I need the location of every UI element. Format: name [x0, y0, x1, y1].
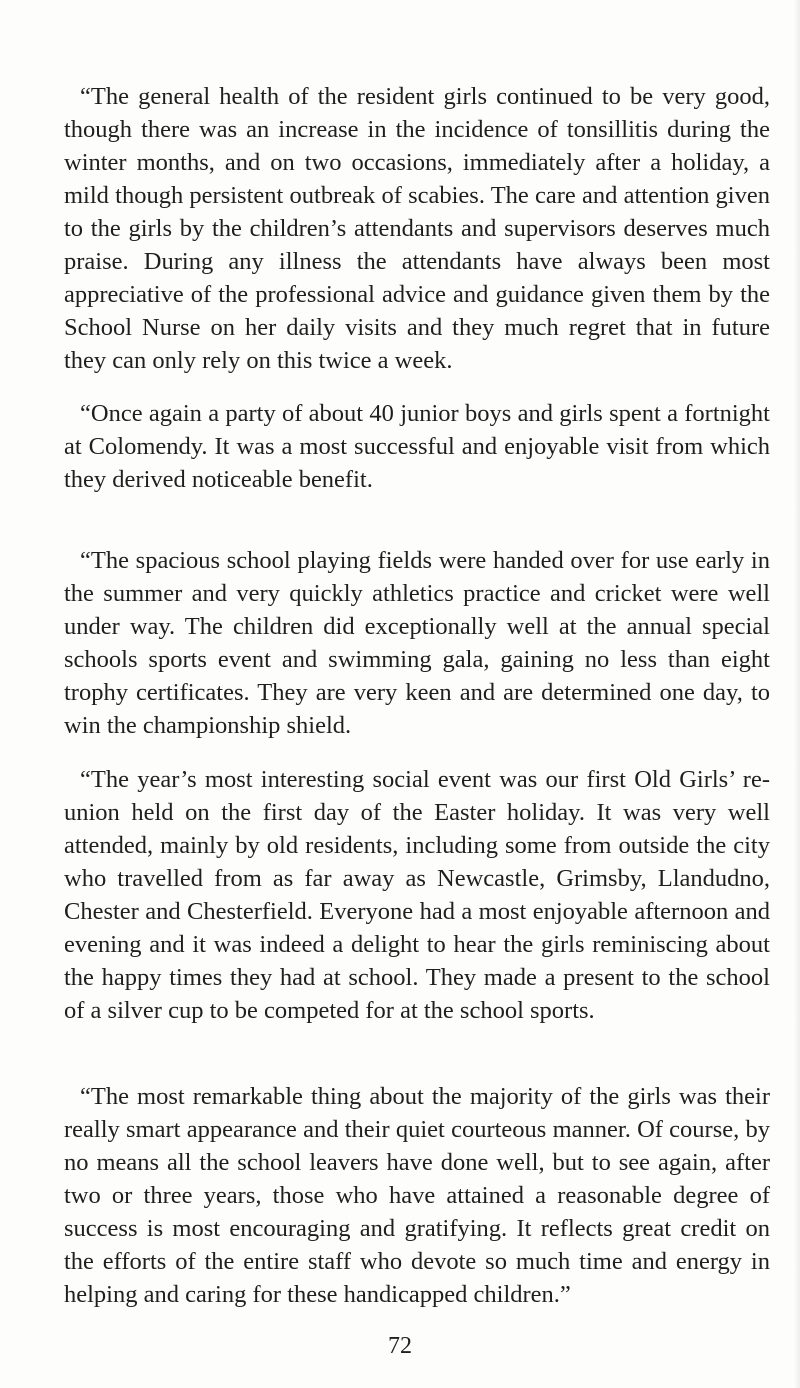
paragraph-school-leavers: “The most remarkable thing about the majority of the girls was their really smart appearance and their quiet courteous manner. Of course, by no means all the school leavers have done well, but to see again, after two or three years, those who have attained a reasonable degree of success is most encouraging and gratifying. It reflects great credit on the efforts of the entire staff who devote so much time and energy in helping and caring for these handicapped children.” — [64, 1083, 770, 1308]
page-edge-shadow — [794, 0, 800, 1388]
paragraph-colomendy: “Once again a party of about 40 junior boys and girls spent a fortnight at Colomendy. It was a most successful and enjoyable visit from which they derived noticeable benefit. — [64, 400, 770, 493]
paragraph-playing-fields: “The spacious school playing fields were handed over for use early in the summer and very quickly athletics practice and cricket were well under way. The children did exceptionally well at the annual special schools sports event and swimming gala, gaining no less than eight trophy certificates. They are very keen and are determined one day, to win the championship shield. — [64, 547, 770, 739]
page-number: 72 — [388, 1333, 412, 1359]
paragraph-old-girls-reunion: “The year’s most interesting social event was our first Old Girls’ re-union held on the first day of the Easter holiday. It was very well attended, mainly by old residents, including some from outside the city who travelled from as far away as Newcastle, Grimsby, Llandudno, Chester and Chesterfield. Everyone had a most enjoyable afternoon and evening and it was indeed a delight to hear the girls reminiscing about the happy times they had at school. They made a present to the school of a silver cup to be competed for at the school sports. — [64, 766, 770, 1024]
paragraph-health: “The general health of the resident girls continued to be very good, though there was an increase in the incidence of tonsillitis during the winter months, and on two occasions, immediately after a holiday, a mild though persistent outbreak of scabies. The care and attention given to the girls by the children’s attendants and supervisors deserves much praise. During any illness the attendants have always been most appreciative of the professional advice and guidance given them by the School Nurse on her daily visits and they much regret that in future they can only rely on this twice a week. — [64, 83, 770, 374]
